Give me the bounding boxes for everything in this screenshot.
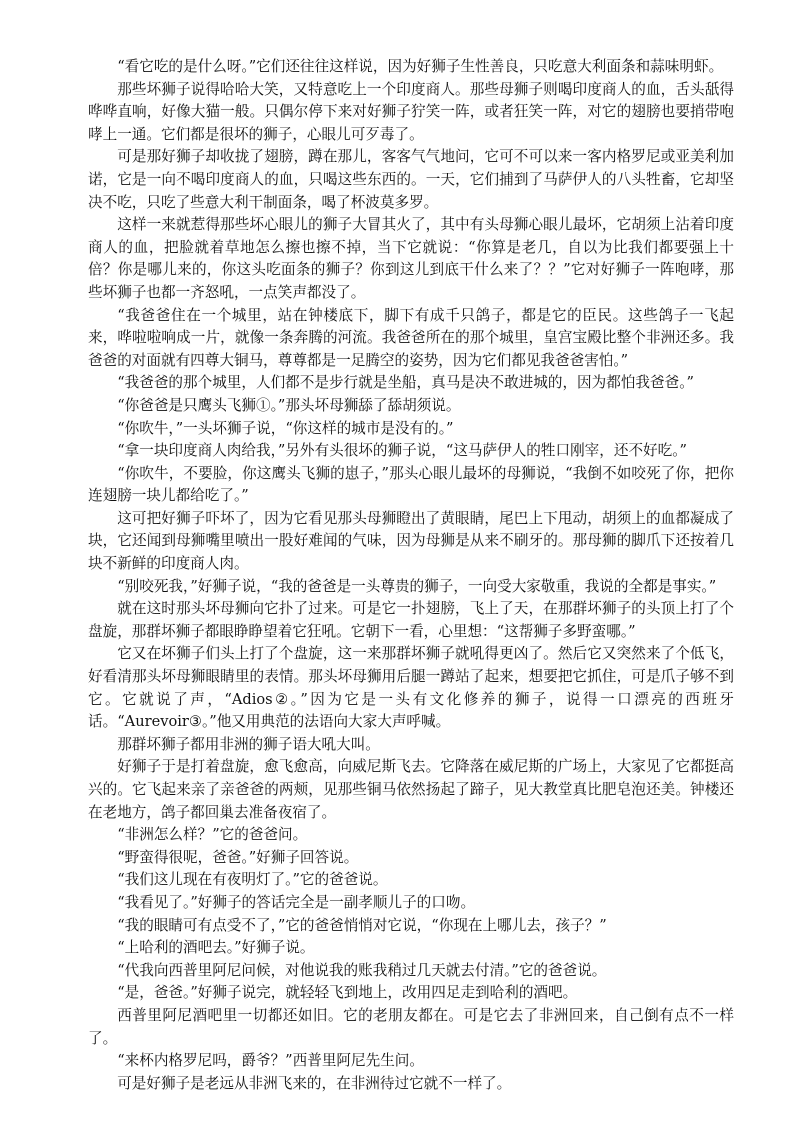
paragraph-21: “我的眼睛可有点受不了，”它的爸爸悄悄对它说，“你现在上哪儿去，孩子？” [117,916,607,934]
paragraph-27: 可是好狮子是老远从非洲飞来的，在非洲待过它就不一样了。 [117,1074,512,1092]
paragraph-5: “我爸爸住在一个城里，站在钟楼底下，脚下有成千只鸽子，都是它的臣民。这些鸽子一飞起来，哗啦啦响成一片，就像一条奔腾的河流。我爸爸所在的那个城里，皇宫宝殿比整个非洲还多。我爸爸的对面就有四尊大铜马，尊尊都是一足腾空的姿势，因为它们都见我爸爸害怕。” [88,306,734,369]
paragraph-16: 好狮子于是打着盘旋，愈飞愈高，向威尼斯飞去。它降落在威尼斯的广场上，大家见了它都挺高兴的。它飞起来亲了亲爸爸的两颊，见那些铜马依然扬起了蹄子，见大教堂真比肥皂泡还美。钟楼还在老地方，鸽子都回巢去准备夜宿了。 [88,758,734,821]
paragraph-15: 那群坏狮子都用非洲的狮子语大吼大叫。 [117,735,380,753]
paragraph-17: “非洲怎么样？”它的爸爸问。 [117,826,308,844]
paragraph-14: 它又在坏狮子们头上打了个盘旋，这一来那群坏狮子就吼得更凶了。然后它又突然来了个低飞，好看清那头坏母狮眼睛里的表情。那头坏母狮用后腿一蹲站了起来，想要把它抓住，可是爪子够不到它。它就说了声，“Adios②。”因为它是一头有文化修养的狮子，说得一口漂亮的西班牙话。“Aurevoir③。”他又用典范的法语向大家大声呼喊。 [88,645,734,731]
paragraph-10: “你吹牛，不要脸，你这鹰头飞狮的崽子，”那头心眼儿最坏的母狮说，“我倒不如咬死了你，把你连翅膀一块儿都给吃了。” [88,464,734,505]
paragraph-19: “我们这儿现在有夜明灯了。”它的爸爸说。 [117,871,388,889]
paragraph-13: 就在这时那头坏母狮向它扑了过来。可是它一扑翅膀，飞上了天，在那群坏狮子的头顶上打了个盘旋，那群坏狮子都眼睁睁望着它狂吼。它朝下一看，心里想：“这帮狮子多野蛮哪。” [88,600,734,640]
paragraph-3: 可是那好狮子却收拢了翅膀，蹲在那儿，客客气气地问，它可不可以来一客内格罗尼或亚美利加诺，它是一向不喝印度商人的血，只喝这些东西的。一天，它们捕到了马萨伊人的八头牲畜，它却坚决不吃，只吃了些意大利干制面条，喝了杯波莫多罗。 [88,148,734,211]
paragraph-23: “代我向西普里阿尼问候，对他说我的账我稍过几天就去付清。”它的爸爸说。 [117,961,607,979]
paragraph-24: “是，爸爸。”好狮子说完，就轻轻飞到地上，改用四足走到哈利的酒吧。 [117,984,578,1002]
paragraph-9: “拿一块印度商人肉给我，”另外有头很坏的狮子说，“这马萨伊人的牲口刚宰，还不好吃。” [117,442,687,460]
paragraph-25: 西普里阿尼酒吧里一切都还如旧。它的老朋友都在。可是它去了非洲回来，自己倒有点不一样了。 [88,1006,734,1047]
paragraph-18: “野蛮得很呢，爸爸。”好狮子回答说。 [117,848,359,866]
paragraph-11: 这可把好狮子吓坏了，因为它看见那头母狮瞪出了黄眼睛，尾巴上下甩动，胡须上的血都凝成了块，它还闻到母狮嘴里喷出一股好难闻的气味，因为母狮是从来不刷牙的。那母狮的脚爪下还按着几块不新鲜的印度商人肉。 [88,509,734,573]
document-page [88,56,734,1095]
paragraph-7: “你爸爸是只鹰头飞狮①。”那头坏母狮舔了舔胡须说。 [117,396,461,414]
paragraph-22: “上哈利的酒吧去。”好狮子说。 [117,939,315,957]
paragraph-1: “看它吃的是什么呀。”它们还往往这样说，因为好狮子生性善良，只吃意大利面条和蒜味明虾。 [117,58,724,75]
paragraph-26: “来杯内格罗尼吗，爵爷？”西普里阿尼先生问。 [117,1052,424,1070]
paragraph-12: “别咬死我，”好狮子说，“我的爸爸是一头尊贵的狮子，一向受大家敬重，我说的全都是事实。” [117,577,717,595]
paragraph-6: “我爸爸的那个城里，人们都不是步行就是坐船，真马是决不敢进城的，因为都怕我爸爸。” [117,374,694,392]
paragraph-2: 那些坏狮子说得哈哈大笑，又特意吃上一个印度商人。那些母狮子则喝印度商人的血，舌头舐得哗哗直响，好像大猫一般。只偶尔停下来对好狮子狞笑一阵，或者狂笑一阵，对它的翅膀也要捎带咆哮上一通。它们都是很坏的狮子，心眼儿可歹毒了。 [88,80,734,143]
paragraph-20: “我看见了。”好狮子的答话完全是一副孝顺儿子的口吻。 [117,893,476,911]
paragraph-8: “你吹牛，”一头坏狮子说，“你这样的城市是没有的。” [117,419,454,437]
paragraph-4: 这样一来就惹得那些坏心眼儿的狮子大冒其火了，其中有头母狮心眼儿最坏，它胡须上沾着印度商人的血，把脸就着草地怎么擦也擦不掉，当下它就说：“你算是老几，自以为比我们都要强上十倍？你是哪儿来的，你这头吃面条的狮子？你到这儿到底干什么来了？？”它对好狮子一阵咆哮，那些坏狮子也都一齐怒吼，一点笑声都没了。 [88,216,734,301]
